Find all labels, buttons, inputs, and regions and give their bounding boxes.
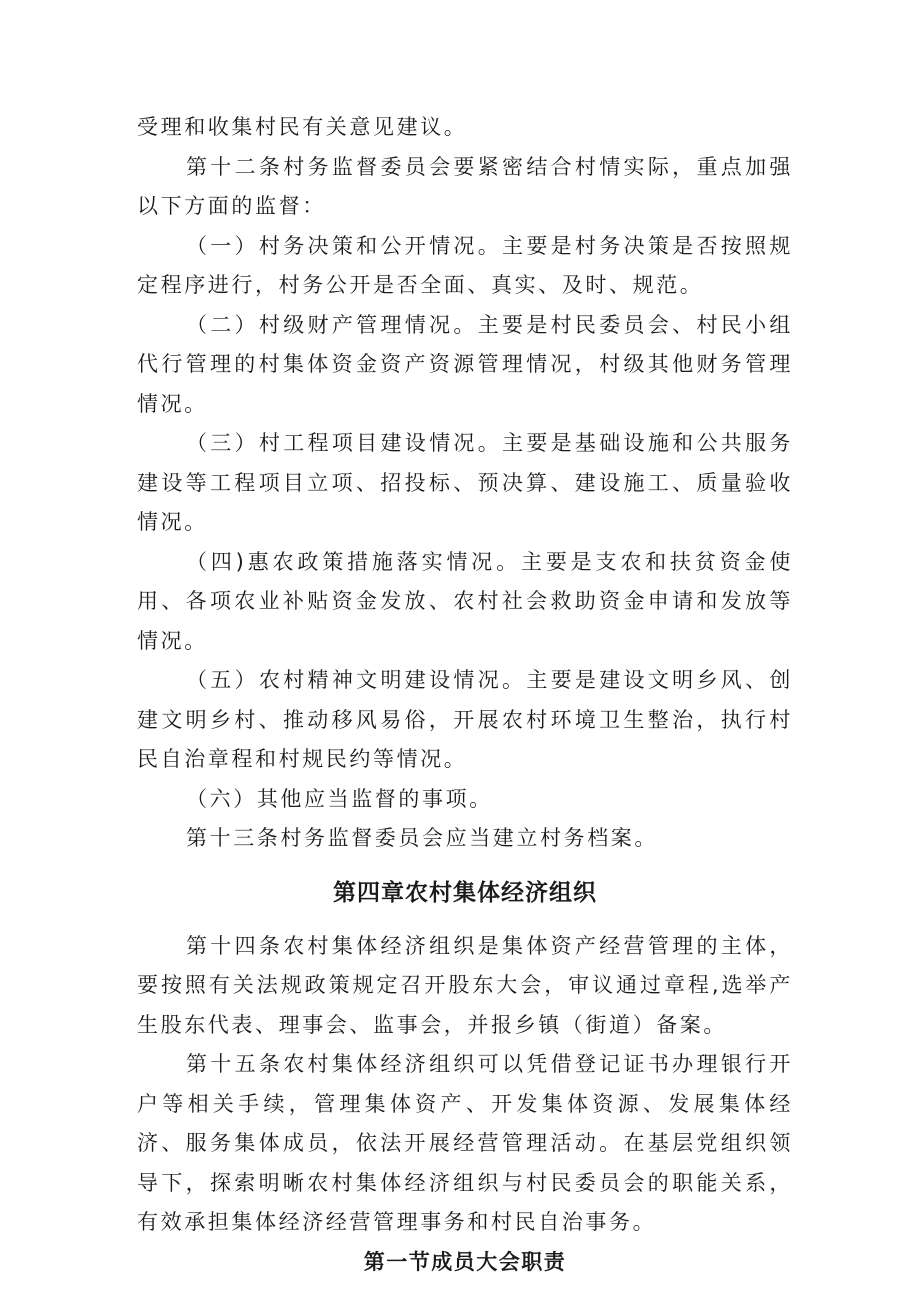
chapter-title: 第四章农村集体经济组织 xyxy=(333,879,597,906)
article-12: 第十二条村务监督委员会要紧密结合村情实际，重点加强以下方面的监督： xyxy=(137,154,793,218)
article-14: 第十四条农村集体经济组织是集体资产经营管理的主体，要按照有关法规政策规定召开股东大会，审议通过章程,选举产生股东代表、理事会、监事会，并报乡镇（街道）备案。 xyxy=(137,933,793,1037)
article-15: 第十五条农村集体经济组织可以凭借登记证书办理银行开户等相关手续，管理集体资产、开发集体资源、发展集体经济、服务集体成员，依法开展经营管理活动。在基层党组织领导下，探索明晰农村集体经济组织与村民委员会的职能关系，有效承担集体经济经营管理事务和村民自治事务。 xyxy=(137,1052,793,1234)
article-12-item-2: （二）村级财产管理情况。主要是村民委员会、村民小组代行管理的村集体资金资产资源管理情况，村级其他财务管理情况。 xyxy=(137,312,793,416)
article-12-item-5: （五）农村精神文明建设情况。主要是建设文明乡风、创建文明乡村、推动移风易俗，开展农村环境卫生整治，执行村民自治章程和村规民约等情况。 xyxy=(137,668,793,771)
article-13: 第十三条村务监督委员会应当建立村务档案。 xyxy=(186,826,658,850)
article-12-item-6: （六）其他应当监督的事项。 xyxy=(186,786,493,811)
paragraph-continuation: 受理和收集村民有关意见建议。 xyxy=(137,115,468,139)
article-12-item-1: （一）村务决策和公开情况。主要是村务决策是否按照规定程序进行，村务公开是否全面、真实、及时、规范。 xyxy=(137,233,793,297)
section-title: 第一节成员大会职责 xyxy=(363,1249,567,1274)
article-12-item-3: （三）村工程项目建设情况。主要是基础设施和公共服务建设等工程项目立项、招投标、预决算、建设施工、质量验收情况。 xyxy=(137,431,793,534)
article-12-item-4: （四)惠农政策措施落实情况。主要是支农和扶贫资金使用、各项农业补贴资金发放、农村社会救助资金申请和发放等情况。 xyxy=(137,549,793,653)
document-body xyxy=(137,108,793,1282)
